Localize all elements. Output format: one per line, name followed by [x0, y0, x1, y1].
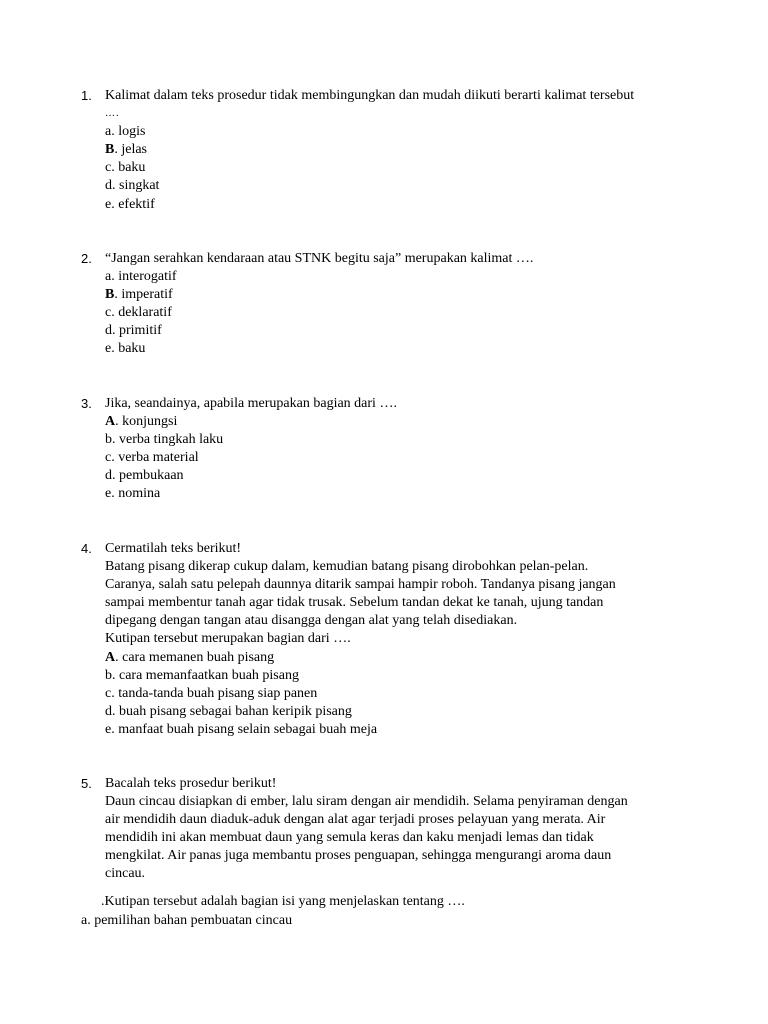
option-text: . konjungsi [115, 414, 178, 430]
answer-option [105, 340, 706, 358]
option-letter: d [105, 178, 112, 194]
answer-option-correct [105, 286, 706, 304]
option-text: . primitif [112, 323, 162, 339]
option-letter: A [105, 414, 116, 430]
passage-line: cincau. [105, 866, 146, 882]
option-text: . pembukaan [112, 468, 184, 484]
option-letter: d [105, 703, 112, 719]
option-letter: a [105, 269, 112, 285]
option-text: . singkat [112, 178, 160, 194]
option-letter: B [105, 142, 115, 158]
option-text: . verba material [111, 450, 199, 466]
passage-line: Daun cincau disiapkan di ember, lalu siram dengan air mendidih. Selama penyiraman dengan [105, 794, 628, 810]
option-text: . interogatif [111, 269, 177, 285]
option-letter: e [105, 486, 112, 502]
option-text: . deklaratif [111, 305, 172, 321]
option-letter: c [105, 305, 112, 321]
option-letter: e [105, 196, 112, 212]
passage-line: sampai membentur tanah agar tidak trusak. Sebelum tandan dekat ke tanah, ujung tandan [105, 595, 604, 611]
question-number: 3. [81, 396, 92, 411]
option-letter: c [105, 685, 112, 701]
question-stem: …. [105, 108, 120, 120]
option-letter: c [105, 160, 112, 176]
option-text: . imperatif [114, 287, 173, 303]
option-letter: d [105, 323, 112, 339]
question-stem: “Jangan serahkan kendaraan atau STNK begitu saja” merupakan kalimat …. [105, 251, 534, 266]
answer-option-correct [105, 141, 706, 159]
answer-option [105, 721, 706, 739]
answer-option [105, 703, 706, 721]
question-number: 4. [81, 541, 92, 556]
option-letter: c [105, 450, 112, 466]
answer-option [105, 467, 706, 485]
answer-option [105, 449, 706, 467]
option-letter: e [105, 721, 112, 737]
answer-option [105, 304, 706, 322]
option-text: . efektif [111, 196, 155, 212]
question-5-prompt: .Kutipan tersebut adalah bagian isi yang menjelaskan tentang …. [101, 894, 465, 909]
option-text: . verba tingkah laku [112, 432, 224, 448]
option-text: . baku [111, 160, 146, 176]
question-number: 5. [81, 776, 92, 791]
answer-option [105, 177, 706, 195]
passage-line: Caranya, salah satu pelepah daunnya ditarik sampai hampir roboh. Tandanya pisang jangan [105, 577, 616, 593]
question-stem: Kutipan tersebut merupakan bagian dari …. [105, 631, 351, 647]
passage-line: mengkilat. Air panas juga membantu proses penguapan, sehingga mengurangi aroma daun [105, 848, 612, 864]
question-stem: Kalimat dalam teks prosedur tidak membingungkan dan mudah diikuti berarti kalimat tersebut [105, 88, 635, 103]
question-number: 2. [81, 251, 92, 266]
answer-option [105, 268, 706, 286]
question-stem: Bacalah teks prosedur berikut! [105, 776, 277, 791]
passage-line: air mendidih daun diaduk-aduk dengan alat agar terjadi proses pelayuan yang merata. Air [105, 812, 606, 828]
option-text: . buah pisang sebagai bahan keripik pisang [112, 703, 352, 719]
option-letter: A [105, 649, 116, 665]
option-text: . manfaat buah pisang selain sebagai buah meja [111, 721, 378, 737]
answer-option [105, 159, 706, 177]
answer-option [105, 667, 706, 685]
passage-line: dipegang dengan tangan atau disangga dengan alat yang telah disediakan. [105, 613, 518, 629]
option-letter: B [105, 287, 115, 303]
passage-line: Batang pisang dikerap cukup dalam, kemudian batang pisang dirobohkan pelan-pelan. [105, 559, 589, 575]
passage-line: mendidih ini akan membuat daun yang semula keras dan kaku menjadi lemas dan tidak [105, 830, 594, 846]
option-letter: d [105, 468, 112, 484]
question-stem: Jika, seandainya, apabila merupakan bagian dari …. [105, 396, 397, 411]
answer-option: a. pemilihan bahan pembuatan cincau [81, 913, 293, 928]
answer-option-correct [105, 649, 706, 667]
option-text: . baku [111, 341, 146, 357]
option-text: . cara memanfaatkan buah pisang [112, 667, 299, 683]
answer-option [105, 485, 706, 503]
question-number: 1. [81, 88, 92, 103]
answer-option [105, 431, 706, 449]
question-stem: Cermatilah teks berikut! [105, 541, 242, 556]
answer-option [105, 322, 706, 340]
option-text: . nomina [111, 486, 161, 502]
option-text: . tanda-tanda buah pisang siap panen [111, 685, 318, 701]
answer-option [105, 123, 706, 141]
option-letter: b [105, 667, 112, 683]
option-letter: a [105, 124, 112, 140]
answer-option [105, 196, 706, 214]
option-letter: b [105, 432, 112, 448]
option-letter: e [105, 341, 112, 357]
answer-option-correct [105, 413, 706, 431]
answer-option [105, 685, 706, 703]
option-text: . logis [111, 124, 146, 140]
option-text: . jelas [114, 142, 147, 158]
option-text: . cara memanen buah pisang [115, 649, 275, 665]
